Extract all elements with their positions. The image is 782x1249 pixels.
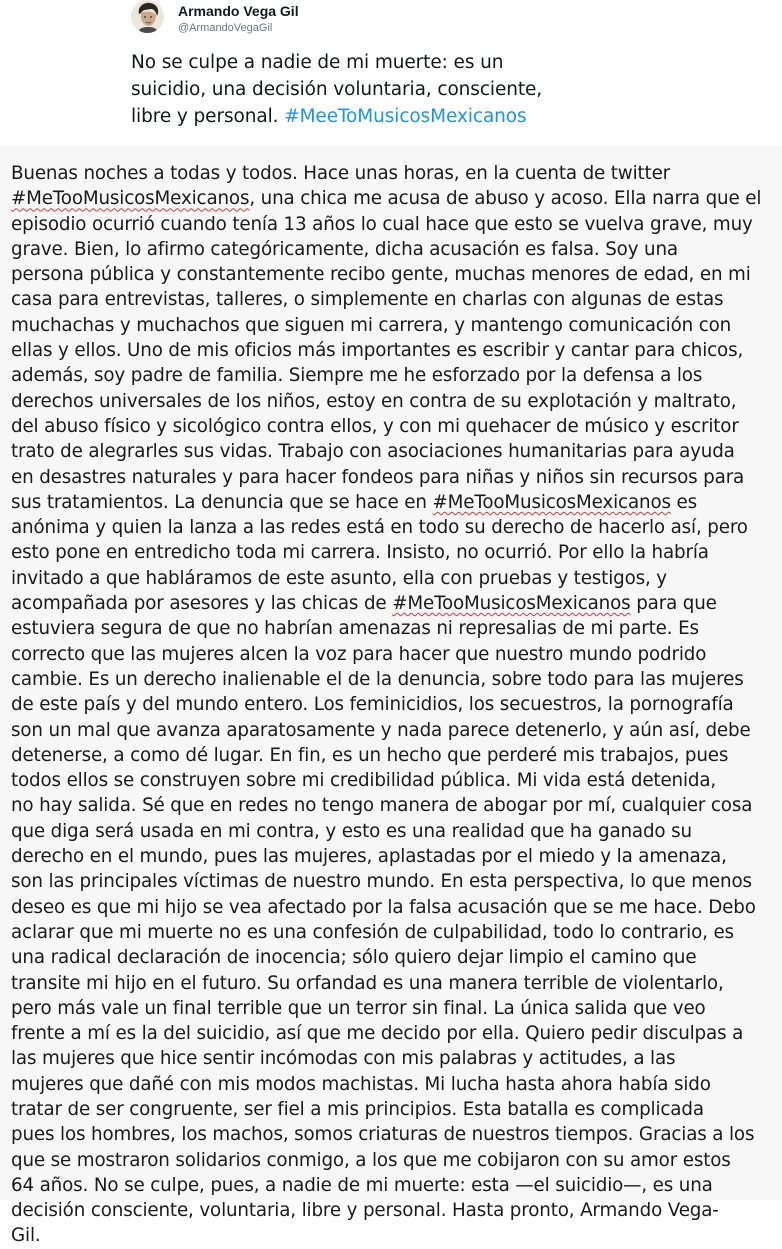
letter-text: son un mal que avanza aparatosamente y nada parece detenerlo, y aún así, debe — [11, 719, 751, 741]
avatar-illustration — [131, 0, 164, 33]
letter-text: de este país y del mundo entero. Los feminicidios, los secuestros, la pornografía — [11, 694, 734, 716]
letter-line — [11, 262, 771, 287]
letter-text: son las principales víctimas de nuestro mundo. En esta perspectiva, lo que menos — [11, 871, 752, 893]
letter-line — [11, 338, 771, 363]
letter-line — [11, 465, 771, 490]
letter-text: persona pública y constantemente recibo gente, muchas menores de edad, en mi — [11, 264, 751, 286]
letter-line — [11, 313, 771, 338]
letter-line — [11, 1198, 771, 1223]
letter-text: cambie. Es un derecho inalienable el de la denuncia, sobre todo para las mujeres — [11, 668, 744, 690]
letter-line — [11, 389, 771, 414]
letter-text: que diga será usada en mi contra, y esto es una realidad que ha ganado su — [11, 820, 692, 842]
letter-text: detenerse, a como dé lugar. En fin, es un hecho que perderé mis trabajos, pues — [11, 744, 729, 766]
letter-line — [11, 718, 771, 743]
hashtag-text: #MeTooMusicosMexicanos — [432, 491, 671, 513]
letter-text: derecho en el mundo, pues las mujeres, aplastadas por el miedo y la amenaza, — [11, 846, 727, 868]
letter-line — [11, 616, 771, 641]
letter-line — [11, 414, 771, 439]
letter-text: Gil. — [11, 1225, 41, 1247]
letter-line — [11, 1223, 771, 1248]
letter-text: en desastres naturales y para hacer fondeos para niñas y niños sin recursos para — [11, 466, 745, 488]
letter-line — [11, 212, 771, 237]
letter-line — [11, 642, 771, 667]
letter-text: aclarar que mi muerte no es una confesión de culpabilidad, todo lo contrario, es — [11, 921, 734, 943]
hashtag-text: #MeTooMusicosMexicanos — [11, 188, 250, 210]
letter-text: para que — [630, 593, 717, 615]
letter-line — [11, 540, 771, 565]
letter-text: muchachas y muchachos que siguen mi carrera, y mantengo comunicación con — [11, 314, 732, 336]
letter-line — [11, 895, 771, 920]
letter-text: trato de alegrarles sus vidas. Trabajo con asociaciones humanitarias para ayuda — [11, 441, 735, 463]
letter-line — [11, 793, 771, 818]
letter-image — [0, 146, 782, 1247]
letter-line — [11, 768, 771, 793]
letter-text: invitado a que habláramos de este asunto, ella con pruebas y testigos, y — [11, 567, 667, 589]
letter-text: sus tratamientos. La denuncia que se hace en — [11, 491, 433, 513]
letter-line — [11, 996, 771, 1021]
letter-line — [11, 743, 771, 768]
letter-line — [11, 186, 771, 211]
letter-text: 64 años. No se culpe, pues, a nadie de mi muerte: esta —el suicidio—, es una — [11, 1174, 713, 1196]
letter-line — [11, 287, 771, 312]
letter-line — [11, 363, 771, 388]
hashtag-link[interactable]: #MeeToMusicosMexicanos — [284, 106, 527, 127]
letter-line — [11, 819, 771, 844]
letter-text: decisión consciente, voluntaria, libre y personal. Hasta pronto, Armando Vega- — [11, 1200, 719, 1222]
letter-text: es — [670, 491, 697, 513]
letter-line — [11, 1021, 771, 1046]
letter-line — [11, 566, 771, 591]
letter-text: además, soy padre de familia. Siempre me he esforzado por la defensa a los — [11, 365, 703, 387]
letter-text: grave. Bien, lo afirmo categóricamente, dicha acusación es falsa. Soy una — [11, 238, 678, 260]
hashtag-text: #MeTooMusicosMexicanos — [392, 593, 631, 615]
tweet-card — [0, 0, 782, 146]
letter-text: acompañada por asesores y las chicas de — [11, 593, 393, 615]
letter-text: pero más vale un final terrible que un terror sin final. La única salida que veo — [11, 997, 706, 1019]
letter-text: del abuso físico y sicológico contra ellos, y con mi quehacer de músico y escritor — [11, 415, 739, 437]
letter-text: correcto que las mujeres alcen la voz para hacer que nuestro mundo podrido — [11, 643, 707, 665]
letter-text: estuviera segura de que no habrían amenazas ni represalias de mi parte. Es — [11, 618, 699, 640]
letter-text: las mujeres que hice sentir incómodas con mis palabras y actitudes, a las — [11, 1048, 676, 1070]
letter-text: frente a mí es la del suicidio, así que me decido por ella. Quiero pedir disculpas a — [11, 1023, 744, 1045]
letter-line — [11, 1072, 771, 1097]
letter-line — [11, 945, 771, 970]
letter-line — [11, 1046, 771, 1071]
letter-line — [11, 515, 771, 540]
letter-text: anónima y quien la lanza a las redes está en todo su derecho de hacerlo así, pero — [11, 517, 748, 539]
letter-line — [11, 869, 771, 894]
letter-line — [11, 161, 771, 186]
tweet-text-line: No se culpe a nadie de mi muerte: es un — [131, 52, 504, 73]
letter-text: casa para entrevistas, talleres, o simplemente en charlas con algunas de estas — [11, 289, 724, 311]
letter-text: una radical declaración de inocencia; sólo quiero dejar limpio el camino que — [11, 947, 697, 969]
letter-text: todos ellos se construyen sobre mi credibilidad pública. Mi vida está detenida, — [11, 770, 717, 792]
letter-line — [11, 1148, 771, 1173]
letter-line — [11, 920, 771, 945]
letter-text: no hay salida. Sé que en redes no tengo manera de abogar por mí, cualquier cosa — [11, 795, 753, 817]
letter-text: derechos universales de los niños, estoy en contra de su explotación y maltrato, — [11, 390, 737, 412]
letter-text: mujeres que dañé con mis modos machistas. Mi lucha hasta ahora había sido — [11, 1073, 711, 1095]
tweet-text-line — [131, 103, 581, 130]
letter-line — [11, 1173, 771, 1198]
letter-body — [11, 161, 771, 1249]
tweet-text-segment: libre y personal. — [131, 106, 285, 127]
author-handle[interactable]: @ArmandoVegaGil — [178, 22, 273, 34]
letter-text: esto pone en entredicho toda mi carrera. Insisto, no ocurrió. Por ello la habría — [11, 542, 709, 564]
letter-text: , una chica me acusa de abuso y acoso. Ella narra que el — [249, 188, 762, 210]
letter-line — [11, 490, 771, 515]
letter-line — [11, 591, 771, 616]
letter-text: tratar de ser congruente, ser fiel a mis principios. Esta batalla es complicada — [11, 1098, 704, 1120]
letter-text: deseo es que mi hijo se vea afectado por la falsa acusación que se me hace. Debo — [11, 896, 756, 918]
letter-line — [11, 1097, 771, 1122]
letter-text: Buenas noches a todas y todos. Hace unas horas, en la cuenta de twitter — [11, 163, 671, 184]
letter-line — [11, 439, 771, 464]
letter-text: transite mi hijo en el futuro. Su orfandad es una manera terrible de violentarlo, — [11, 972, 724, 994]
letter-text: episodio ocurrió cuando tenía 13 años lo cual hace que esto se vuelva grave, muy — [11, 213, 753, 235]
tweet-text-line: suicidio, una decisión voluntaria, consciente, — [131, 79, 543, 100]
letter-line — [11, 237, 771, 262]
letter-line — [11, 844, 771, 869]
letter-line — [11, 692, 771, 717]
letter-text: que se mostraron solidarios conmigo, a los que me cobijaron con su amor estos — [11, 1149, 731, 1171]
avatar[interactable] — [131, 0, 164, 33]
letter-line — [11, 1122, 771, 1147]
letter-text: pues los hombres, los machos, somos criaturas de nuestros tiempos. Gracias a los — [11, 1124, 755, 1146]
letter-line — [11, 667, 771, 692]
tweet-text — [131, 49, 581, 130]
letter-text: ellas y ellos. Uno de mis oficios más importantes es escribir y cantar para chicos, — [11, 340, 744, 362]
letter-line — [11, 971, 771, 996]
author-name[interactable]: Armando Vega Gil — [178, 3, 299, 19]
